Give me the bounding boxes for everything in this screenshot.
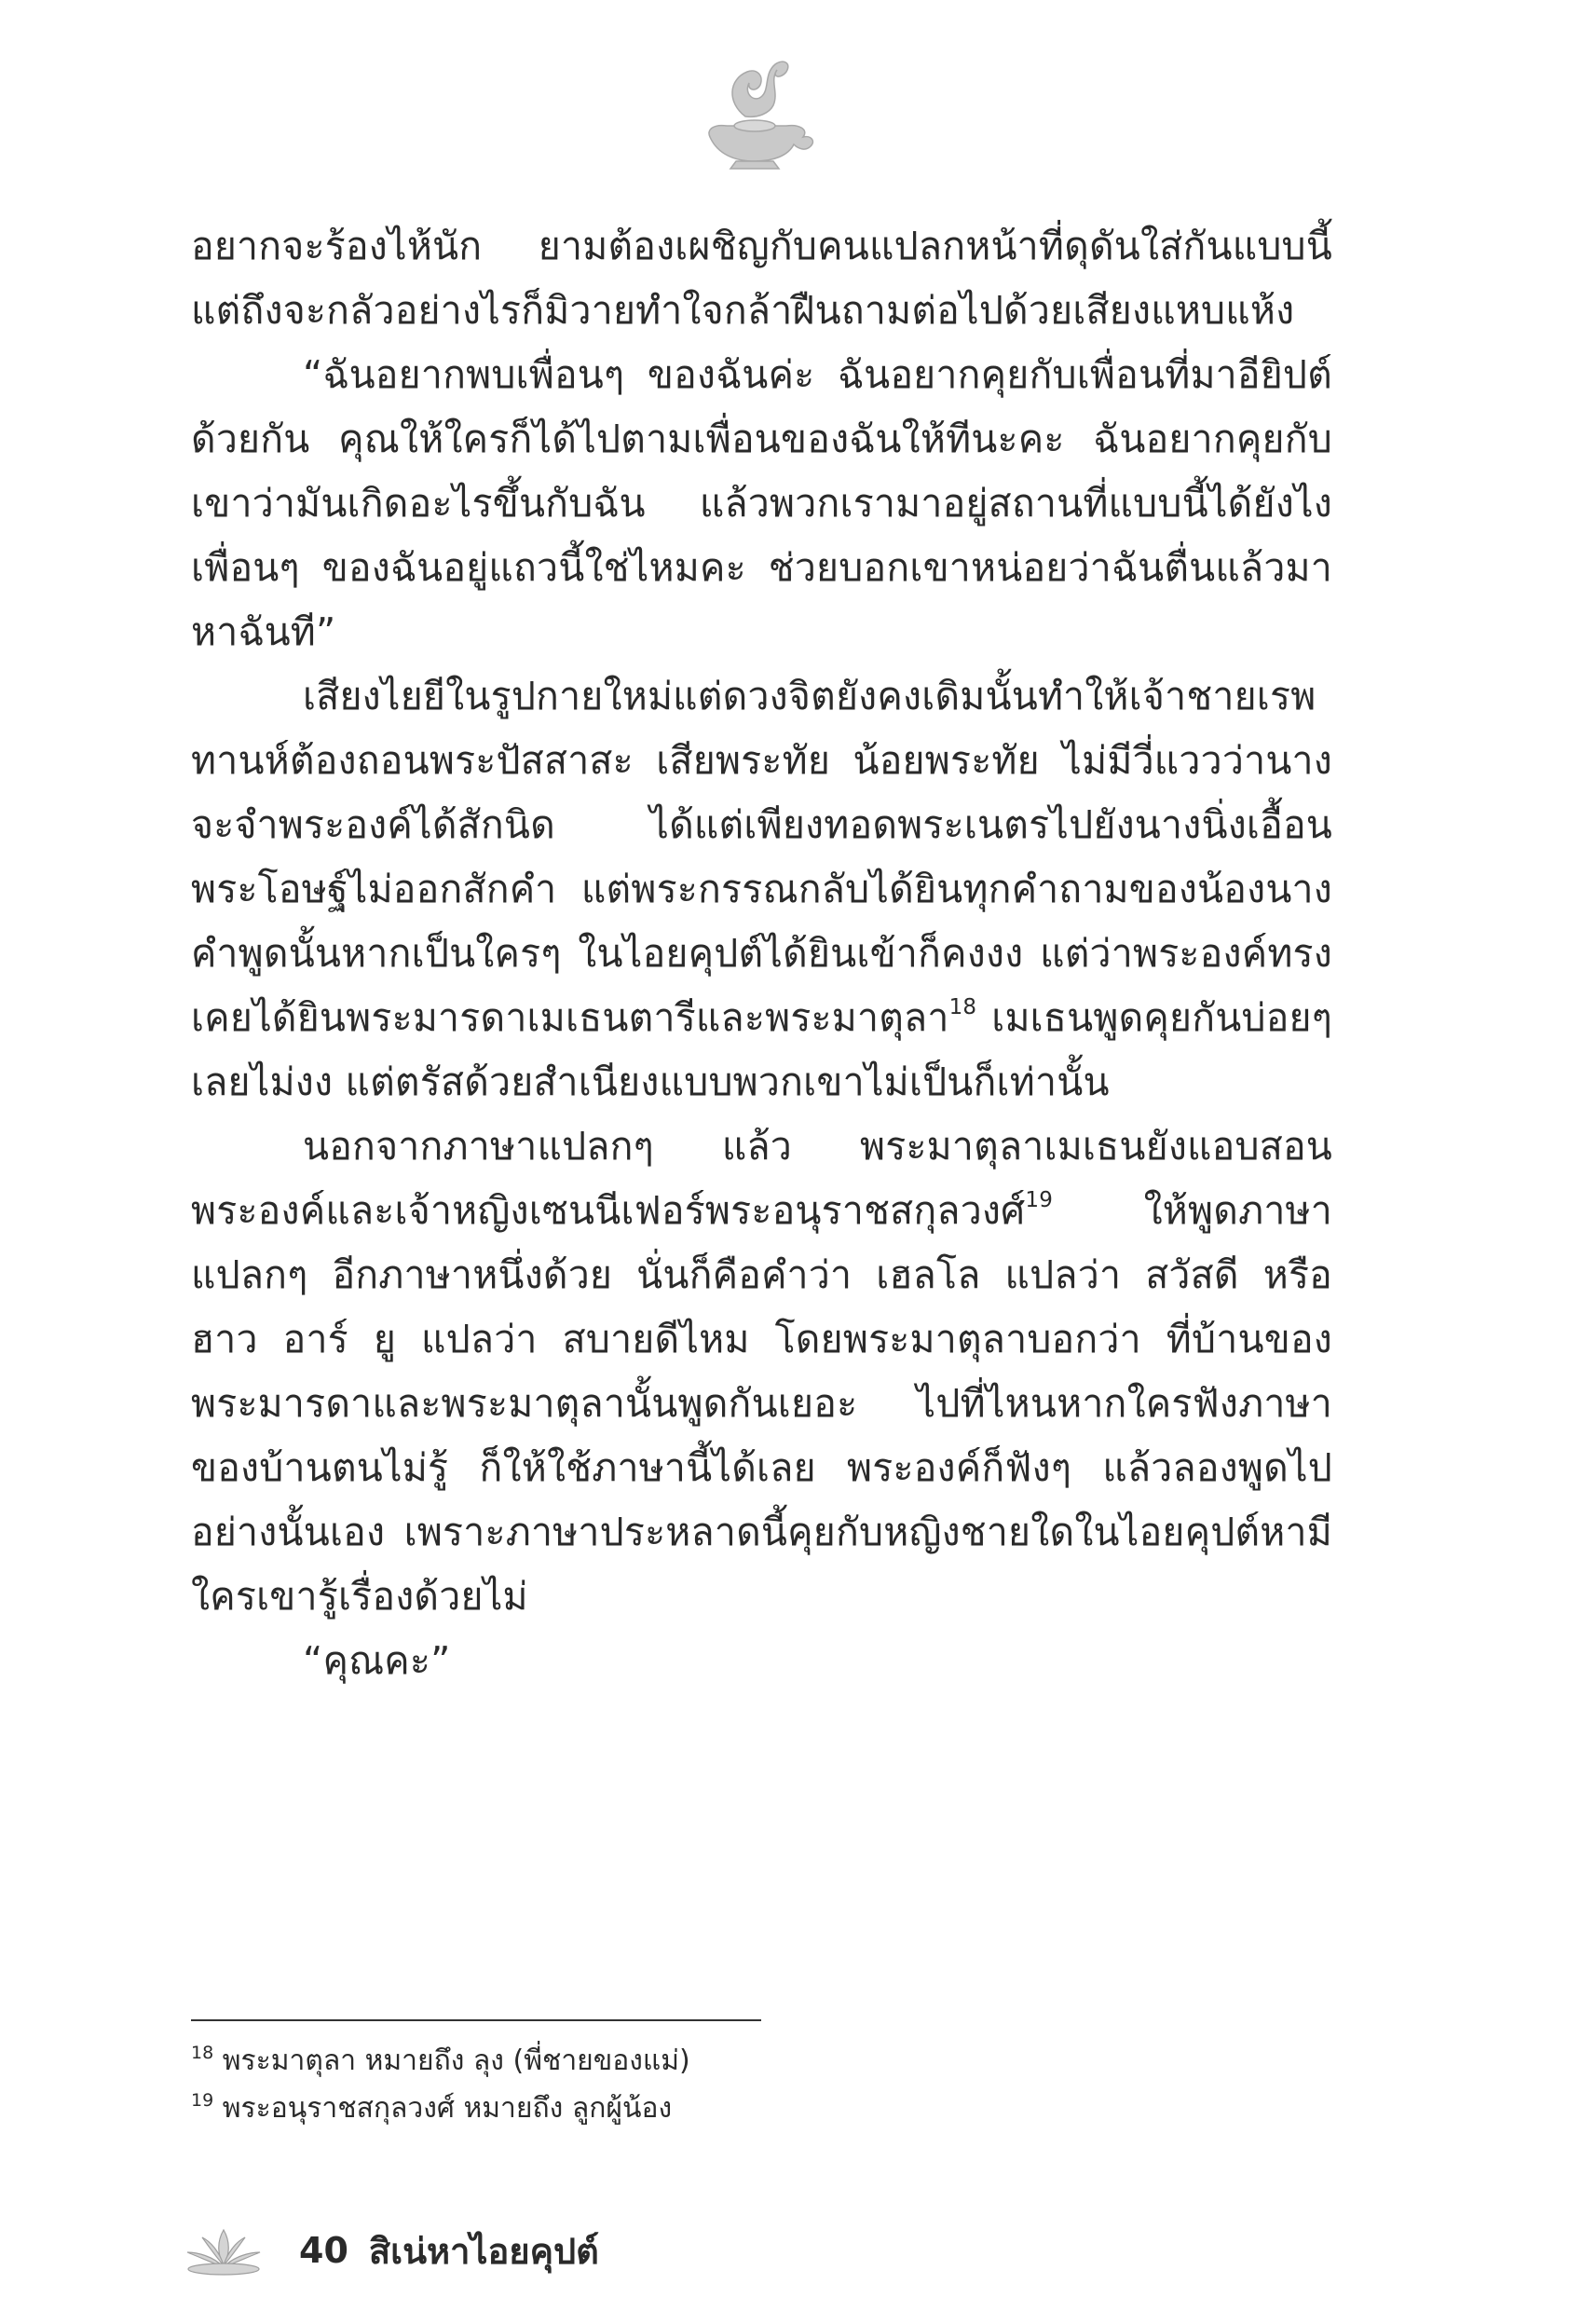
footnote-number: 18	[191, 2043, 214, 2063]
paragraph: “คุณคะ”	[303, 1638, 451, 1683]
footnote-ref-19: 19	[1025, 1188, 1054, 1212]
paragraph-text: นอกจากภาษาแปลกๆ แล้ว พระมาตุลาเมเธนยังแอบสอนพระองค์และเจ้าหญิงเซนนีเฟอร์พระอนุราชสกุลวงศ์	[191, 1124, 1332, 1233]
paragraph: อยากจะร้องไห้นัก ยามต้องเผชิญกับคนแปลกหน้าที่ดุดันใส่กันแบบนี้ แต่ถึงจะกลัวอย่างไรก็มิวายทำใจกล้าฝืนถามต่อไปด้วยเสียงแหบแห้ง	[191, 224, 1332, 333]
body-text	[191, 214, 1332, 1693]
footnote-18	[191, 2037, 1216, 2085]
footnote-divider	[191, 2019, 761, 2021]
paragraph	[191, 1114, 1332, 1629]
footnote-19	[191, 2085, 1216, 2132]
lotus-icon	[182, 2224, 266, 2277]
paragraph: “ฉันอยากพบเพื่อนๆ ของฉันค่ะ ฉันอยากคุยกับเพื่อนที่มาอียิปต์ด้วยกัน คุณให้ใครก็ได้ไปตามเพื่อนของฉันให้ทีนะคะ ฉันอยากคุยกับเขาว่ามันเกิดอะไรขึ้นกับฉัน แล้วพวกเรามาอยู่สถานที่แบบนี้ได้ยังไง เพื่อนๆ ของฉันอยู่แถวนี้ใช่ไหมคะ ช่วยบอกเขาหน่อยว่าฉันตื่นแล้วมาหาฉันที”	[191, 352, 1332, 654]
footnote-number: 19	[191, 2090, 214, 2111]
paragraph-text: ให้พูดภาษาแปลกๆ อีกภาษาหนึ่งด้วย นั่นก็คือคำว่า เฮลโล แปลว่า สวัสดี หรือ ฮาว อาร์ ยู แปลว่า สบายดีไหม โดยพระมาตุลาบอกว่า ที่บ้านของพระมารดาและพระมาตุลานั้นพูดกันเยอะ ไปที่ไหนหากใครฟังภาษาของบ้านตนไม่รู้ ก็ให้ใช้ภาษานี้ได้เลย พระองค์ก็ฟังๆ แล้วลองพูดไปอย่างนั้นเอง เพราะภาษาประหลาดนี้คุยกับหญิงชายใดในไอยคุปต์หามีใครเขารู้เรื่องด้วยไม่	[191, 1188, 1332, 1619]
page-number: 40	[299, 2230, 348, 2271]
page-footer	[182, 2218, 599, 2283]
footnote-text: พระมาตุลา หมายถึง ลุง (พี่ชายของแม่)	[213, 2044, 690, 2077]
footnotes	[191, 2037, 1216, 2132]
footnote-ref-18: 18	[948, 995, 977, 1019]
paragraph-text: เมเธนพูดคุยกันบ่อยๆ เลยไม่งง แต่ตรัสด้วยสำเนียงแบบพวกเขาไม่เป็นก็เท่านั้น	[191, 995, 1332, 1104]
genie-lamp-icon	[689, 51, 820, 172]
book-title: สิเน่หาไอยคุปต์	[368, 2230, 599, 2272]
paragraph-text: เสียงไยยีในรูปกายใหม่แต่ดวงจิตยังคงเดิมนั้นทำให้เจ้าชายเรพทานห์ต้องถอนพระปัสสาสะ เสียพระทัย น้อยพระทัย ไม่มีวี่แววว่านางจะจำพระองค์ได้สักนิด ได้แต่เพียงทอดพระเนตรไปยังนางนิ่งเอื้อนพระโอษฐ์ไม่ออกสักคำ แต่พระกรรณกลับได้ยินทุกคำถามของน้องนาง คำพูดนั้นหากเป็นใครๆ ในไอยคุปต์ได้ยินเข้าก็คงงง แต่ว่าพระองค์ทรงเคยได้ยินพระมารดาเมเธนตารีและพระมาตุลา	[191, 674, 1332, 1040]
paragraph	[191, 664, 1332, 1114]
footnote-text: พระอนุราชสกุลวงศ์ หมายถึง ลูกผู้น้อง	[213, 2092, 673, 2125]
